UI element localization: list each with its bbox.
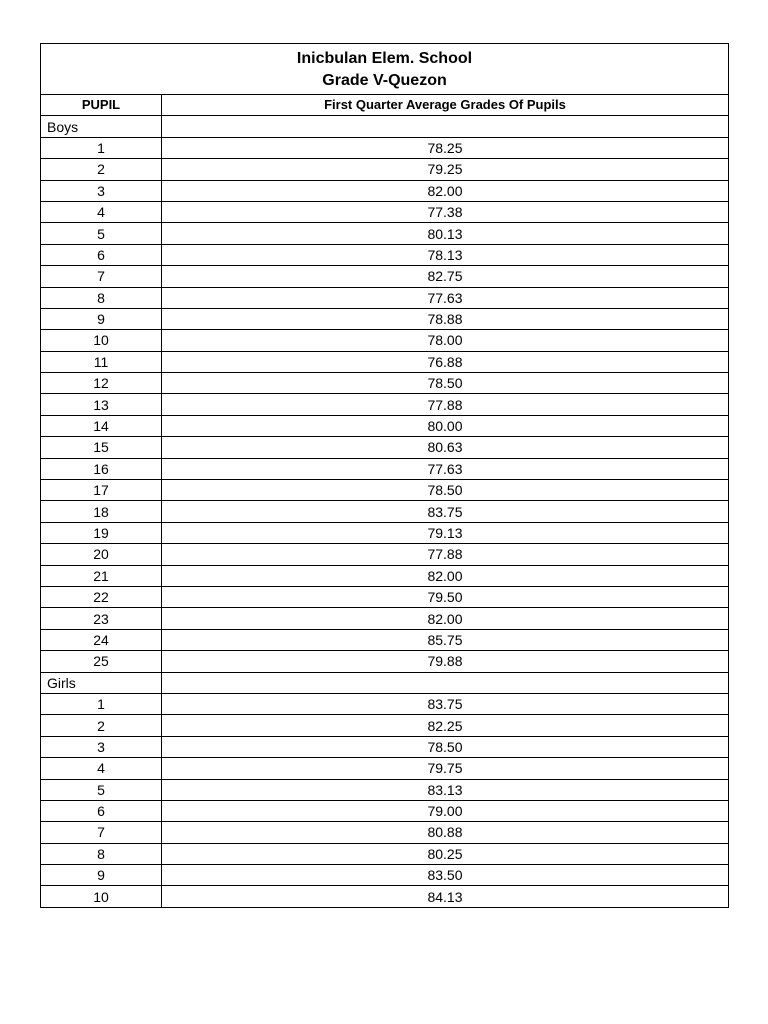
pupil-number: 15 [41, 437, 162, 458]
pupil-number: 17 [41, 480, 162, 501]
pupil-grade: 79.25 [162, 159, 729, 180]
pupil-number: 3 [41, 736, 162, 757]
pupil-grade: 78.00 [162, 330, 729, 351]
pupil-number: 18 [41, 501, 162, 522]
table-row [41, 266, 729, 287]
pupil-number: 6 [41, 800, 162, 821]
pupil-grade: 82.00 [162, 608, 729, 629]
pupil-grade: 79.88 [162, 651, 729, 672]
pupil-grade: 80.63 [162, 437, 729, 458]
pupil-grade: 82.75 [162, 266, 729, 287]
pupil-grade: 82.00 [162, 180, 729, 201]
pupil-number: 23 [41, 608, 162, 629]
table-row [41, 693, 729, 714]
pupil-grade: 79.13 [162, 522, 729, 543]
pupil-number: 13 [41, 394, 162, 415]
pupil-grade: 78.50 [162, 736, 729, 757]
table-row [41, 330, 729, 351]
group-empty-cell [162, 672, 729, 693]
table-row [41, 480, 729, 501]
pupil-grade: 80.88 [162, 822, 729, 843]
table-row [41, 608, 729, 629]
table-row [41, 800, 729, 821]
group-row [41, 116, 729, 137]
table-row [41, 822, 729, 843]
pupil-grade: 83.13 [162, 779, 729, 800]
pupil-number: 5 [41, 779, 162, 800]
table-row [41, 458, 729, 479]
pupil-grade: 78.50 [162, 480, 729, 501]
table-row [41, 715, 729, 736]
pupil-grade: 77.63 [162, 458, 729, 479]
table-row [41, 180, 729, 201]
pupil-grade: 79.00 [162, 800, 729, 821]
table-row [41, 137, 729, 158]
pupil-number: 6 [41, 244, 162, 265]
pupil-number: 16 [41, 458, 162, 479]
title-row [41, 44, 729, 95]
pupil-grade: 82.25 [162, 715, 729, 736]
pupil-grade: 85.75 [162, 629, 729, 650]
pupil-grade: 84.13 [162, 886, 729, 907]
pupil-number: 20 [41, 544, 162, 565]
pupil-grade: 77.88 [162, 544, 729, 565]
table-row [41, 544, 729, 565]
pupil-number: 9 [41, 865, 162, 886]
table-row [41, 586, 729, 607]
pupil-number: 4 [41, 201, 162, 222]
pupil-grade: 83.75 [162, 693, 729, 714]
table-row [41, 244, 729, 265]
table-body [41, 116, 729, 907]
pupil-grade: 77.63 [162, 287, 729, 308]
group-label: Girls [41, 672, 162, 693]
table-row [41, 415, 729, 436]
group-label: Boys [41, 116, 162, 137]
pupil-number: 24 [41, 629, 162, 650]
grades-sheet [40, 43, 729, 908]
pupil-grade: 80.25 [162, 843, 729, 864]
pupil-number: 10 [41, 886, 162, 907]
table-row [41, 629, 729, 650]
pupil-number: 9 [41, 308, 162, 329]
table-row [41, 351, 729, 372]
grades-table [40, 43, 729, 908]
pupil-grade: 79.50 [162, 586, 729, 607]
pupil-number: 14 [41, 415, 162, 436]
pupil-grade: 83.50 [162, 865, 729, 886]
pupil-grade: 77.38 [162, 201, 729, 222]
pupil-number: 11 [41, 351, 162, 372]
grade-column-header: First Quarter Average Grades Of Pupils [162, 95, 729, 116]
table-row [41, 865, 729, 886]
pupil-grade: 80.13 [162, 223, 729, 244]
pupil-number: 8 [41, 843, 162, 864]
pupil-grade: 83.75 [162, 501, 729, 522]
table-row [41, 522, 729, 543]
table-row [41, 373, 729, 394]
pupil-number: 2 [41, 159, 162, 180]
table-row [41, 758, 729, 779]
pupil-number: 7 [41, 822, 162, 843]
pupil-number: 8 [41, 287, 162, 308]
pupil-number: 19 [41, 522, 162, 543]
group-row [41, 672, 729, 693]
table-row [41, 886, 729, 907]
table-row [41, 736, 729, 757]
pupil-number: 7 [41, 266, 162, 287]
pupil-column-header: PUPIL [41, 95, 162, 116]
pupil-number: 10 [41, 330, 162, 351]
pupil-number: 1 [41, 137, 162, 158]
table-row [41, 565, 729, 586]
table-row [41, 223, 729, 244]
pupil-grade: 78.13 [162, 244, 729, 265]
pupil-grade: 82.00 [162, 565, 729, 586]
table-row [41, 394, 729, 415]
pupil-number: 22 [41, 586, 162, 607]
table-row [41, 201, 729, 222]
table-row [41, 437, 729, 458]
table-row [41, 843, 729, 864]
pupil-grade: 77.88 [162, 394, 729, 415]
pupil-number: 25 [41, 651, 162, 672]
table-row [41, 779, 729, 800]
section-name: Grade V-Quezon [322, 72, 447, 89]
table-row [41, 501, 729, 522]
pupil-number: 21 [41, 565, 162, 586]
title-cell [41, 44, 729, 95]
pupil-number: 2 [41, 715, 162, 736]
group-empty-cell [162, 116, 729, 137]
column-header-row [41, 95, 729, 116]
pupil-grade: 79.75 [162, 758, 729, 779]
table-row [41, 159, 729, 180]
school-name: Inicbulan Elem. School [296, 50, 473, 67]
table-row [41, 287, 729, 308]
pupil-number: 3 [41, 180, 162, 201]
pupil-grade: 78.50 [162, 373, 729, 394]
pupil-number: 12 [41, 373, 162, 394]
pupil-number: 1 [41, 693, 162, 714]
pupil-grade: 78.88 [162, 308, 729, 329]
pupil-number: 5 [41, 223, 162, 244]
pupil-number: 4 [41, 758, 162, 779]
table-row [41, 308, 729, 329]
pupil-grade: 76.88 [162, 351, 729, 372]
pupil-grade: 80.00 [162, 415, 729, 436]
table-row [41, 651, 729, 672]
pupil-grade: 78.25 [162, 137, 729, 158]
